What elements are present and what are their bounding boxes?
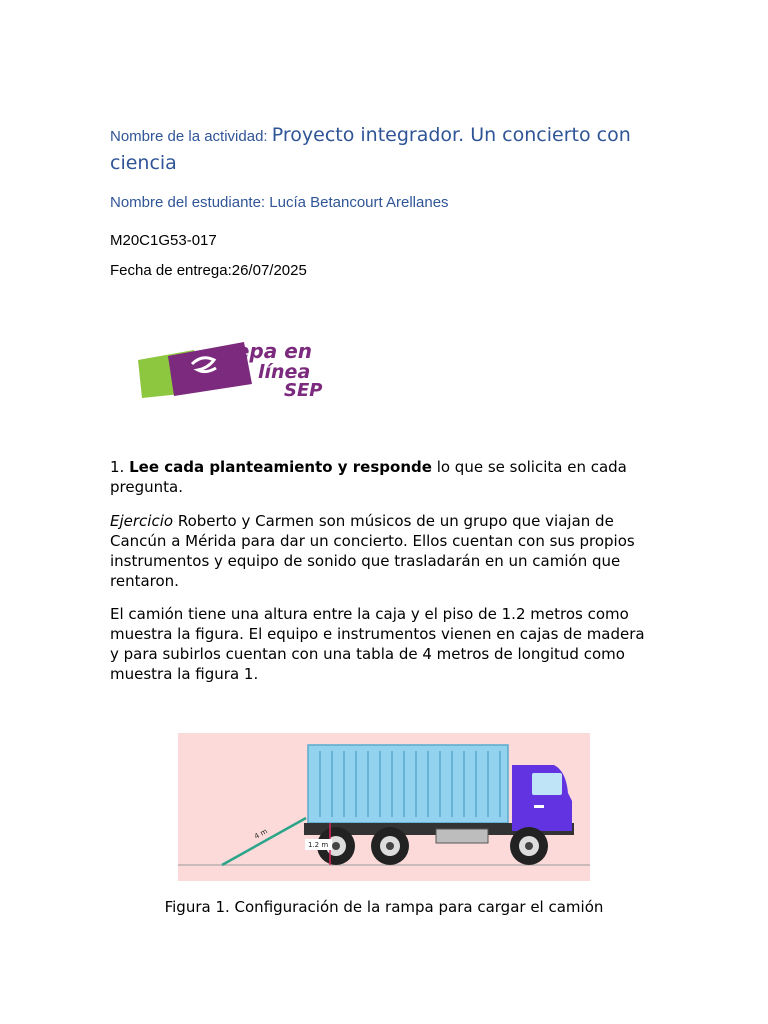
instructions-rest: lo que se solicita en cada pregunta. [110, 458, 627, 496]
logo-text-line1: repa en [226, 339, 313, 363]
truck-ramp-figure [178, 733, 590, 881]
due-date: Fecha de entrega:26/07/2025 [110, 262, 307, 279]
exercise-paragraph [110, 511, 655, 591]
prepa-en-linea-sep-logo [134, 336, 370, 398]
cargo-container [308, 745, 508, 823]
activity-name [110, 122, 670, 177]
logo-text-line3: SEP [284, 380, 323, 398]
figure-caption: Figura 1. Configuración de la rampa para cargar el camión [164, 898, 604, 916]
exercise-text: Roberto y Carmen son músicos de un grupo que viajan de Cancún a Mérida para dar un concierto. Ellos cuentan con sus propios instrumentos y equipo de sonido que trasladarán en un camión que rentaron. [110, 512, 635, 590]
instructions-paragraph [110, 457, 655, 497]
height-label: 1.2 m [308, 841, 329, 849]
door-handle [534, 805, 544, 808]
exercise-label: Ejercicio [110, 512, 174, 530]
ramp-length-label: 4 m [253, 827, 269, 841]
instructions-bold: Lee cada planteamiento y responde [129, 458, 432, 476]
cab-window [532, 773, 562, 795]
student-name: Nombre del estudiante: Lucía Betancourt Arellanes [110, 194, 449, 211]
instructions-number: 1. [110, 458, 130, 476]
fuel-tank [436, 829, 488, 843]
activity-title: Proyecto integrador. Un concierto con ciencia [110, 124, 631, 174]
logo-text-line2: línea [258, 361, 311, 383]
activity-label: Nombre de la actividad: [110, 128, 272, 145]
truck-height-paragraph: El camión tiene una altura entre la caja y el piso de 1.2 metros como muestra la figura. El equipo e instrumentos vienen en cajas de madera y para subirlos cuentan con una tabla de 4 metros de longitud como muestra la figura 1. [110, 605, 645, 683]
group-code: M20C1G53-017 [110, 232, 217, 249]
